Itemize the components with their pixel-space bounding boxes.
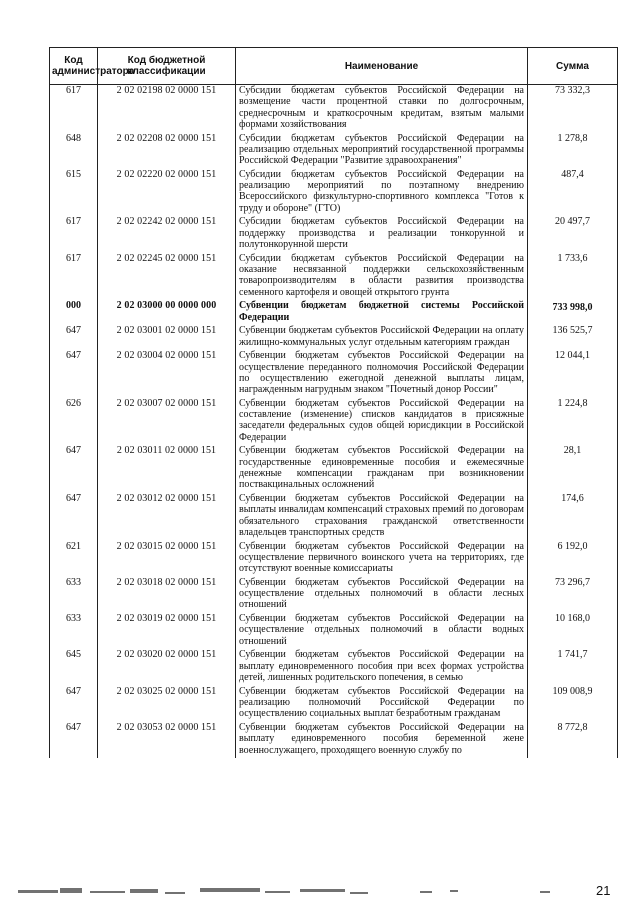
header-sum: Сумма [528, 48, 618, 85]
table-row [50, 577, 618, 613]
admin-code-cell: 647 [50, 325, 98, 350]
name-cell: Субвенции бюджетам субъектов Российской Федерации на осуществление отдельных полномочий в области лесных отношений [236, 577, 528, 613]
page-number: 21 [596, 883, 611, 898]
table-row [50, 169, 618, 217]
name-cell: Субсидии бюджетам субъектов Российской Федерации на реализацию мероприятий по поэтапному внедрению Всероссийского физкультурно-спортивного комплекса "Готов к труду и обороне" (ГТО) [236, 169, 528, 217]
name-cell: Субвенции бюджетам бюджетной системы Российской Федерации [236, 300, 528, 325]
table-row [50, 541, 618, 577]
sum-cell: 73 332,3 [528, 85, 618, 133]
sum-cell: 136 525,7 [528, 325, 618, 350]
name-cell: Субвенции бюджетам субъектов Российской Федерации на осуществление первичного воинского учета на территориях, где отсутствуют военные комиссариаты [236, 541, 528, 577]
budget-code-cell: 2 02 03015 02 0000 151 [98, 541, 236, 577]
name-cell: Субвенции бюджетам субъектов Российской Федерации на оплату жилищно-коммунальных услуг отдельным категориям граждан [236, 325, 528, 350]
admin-code-cell: 647 [50, 445, 98, 493]
admin-code-cell: 645 [50, 649, 98, 685]
table-row [50, 325, 618, 350]
budget-code-cell: 2 02 03025 02 0000 151 [98, 686, 236, 722]
sum-cell: 1 278,8 [528, 133, 618, 169]
sum-cell: 73 296,7 [528, 577, 618, 613]
table-row [50, 686, 618, 722]
budget-code-cell: 2 02 02198 02 0000 151 [98, 85, 236, 133]
name-cell: Субвенции бюджетам субъектов Российской Федерации на государственные единовременные пособия и ежемесячные денежные компенсации гражданам при возникновении поствакцинальных осложнений [236, 445, 528, 493]
table-row [50, 350, 618, 398]
table-header [50, 48, 618, 85]
table-row [50, 253, 618, 301]
admin-code-cell: 000 [50, 300, 98, 325]
sum-cell: 487,4 [528, 169, 618, 217]
sum-cell: 28,1 [528, 445, 618, 493]
header-budget-code: Код бюджетной классификации [98, 48, 236, 85]
budget-code-cell: 2 02 03007 02 0000 151 [98, 398, 236, 446]
sum-cell: 109 008,9 [528, 686, 618, 722]
table-row [50, 649, 618, 685]
admin-code-cell: 647 [50, 722, 98, 758]
name-cell: Субсидии бюджетам субъектов Российской Федерации на возмещение части процентной ставки по долгосрочным, среднесрочным и краткосрочным кредитам, взятым малыми формами хозяйствования [236, 85, 528, 133]
budget-code-cell: 2 02 02242 02 0000 151 [98, 216, 236, 252]
sum-cell: 174,6 [528, 493, 618, 541]
sum-cell: 6 192,0 [528, 541, 618, 577]
name-cell: Субсидии бюджетам субъектов Российской Федерации на оказание несвязанной поддержки сельскохозяйственным товаропроизводителям в области развития производства семенного картофеля и овощей открытого грунта [236, 253, 528, 301]
table-row [50, 216, 618, 252]
admin-code-cell: 617 [50, 216, 98, 252]
budget-code-cell: 2 02 03004 02 0000 151 [98, 350, 236, 398]
admin-code-cell: 647 [50, 686, 98, 722]
budget-code-cell: 2 02 03020 02 0000 151 [98, 649, 236, 685]
sum-cell: 10 168,0 [528, 613, 618, 649]
name-cell: Субвенции бюджетам субъектов Российской Федерации на выплаты инвалидам компенсаций страховых премий по договорам обязательного страхования гражданской ответственности владельцев транспортных средств [236, 493, 528, 541]
table-row [50, 493, 618, 541]
table-row [50, 398, 618, 446]
sum-cell: 12 044,1 [528, 350, 618, 398]
admin-code-cell: 647 [50, 493, 98, 541]
name-cell: Субвенции бюджетам субъектов Российской Федерации на осуществление отдельных полномочий в области водных отношений [236, 613, 528, 649]
table-row [50, 85, 618, 133]
budget-code-cell: 2 02 03019 02 0000 151 [98, 613, 236, 649]
budget-code-cell: 2 02 03018 02 0000 151 [98, 577, 236, 613]
budget-code-cell: 2 02 03001 02 0000 151 [98, 325, 236, 350]
name-cell: Субсидии бюджетам субъектов Российской Федерации на реализацию отдельных мероприятий государственной программы Российской Федерации "Развитие здравоохранения" [236, 133, 528, 169]
name-cell: Субвенции бюджетам субъектов Российской Федерации на выплату единовременного пособия беременной жене военнослужащего, проходящего военную службу по [236, 722, 528, 758]
table-row [50, 722, 618, 758]
admin-code-cell: 626 [50, 398, 98, 446]
admin-code-cell: 648 [50, 133, 98, 169]
sum-cell: 733 998,0 [528, 300, 618, 325]
table-row [50, 445, 618, 493]
table-body [50, 85, 618, 759]
budget-code-cell: 2 02 02220 02 0000 151 [98, 169, 236, 217]
admin-code-cell: 633 [50, 577, 98, 613]
header-admin-code: Код администратора [50, 48, 98, 85]
sum-cell: 1 733,6 [528, 253, 618, 301]
name-cell: Субвенции бюджетам субъектов Российской Федерации на составление (изменение) списков кандидатов в присяжные заседатели федеральных судов общей юрисдикции в Российской Федерации [236, 398, 528, 446]
admin-code-cell: 633 [50, 613, 98, 649]
sum-cell: 1 741,7 [528, 649, 618, 685]
name-cell: Субвенции бюджетам субъектов Российской Федерации на реализацию полномочий Российской Федерации по осуществлению социальных выплат безработным гражданам [236, 686, 528, 722]
admin-code-cell: 647 [50, 350, 98, 398]
sum-cell: 20 497,7 [528, 216, 618, 252]
sum-cell: 1 224,8 [528, 398, 618, 446]
table-row [50, 133, 618, 169]
budget-code-cell: 2 02 03000 00 0000 000 [98, 300, 236, 325]
admin-code-cell: 615 [50, 169, 98, 217]
admin-code-cell: 617 [50, 253, 98, 301]
name-cell: Субвенции бюджетам субъектов Российской Федерации на выплату единовременного пособия при всех формах устройства детей, лишенных родительского попечения, в семью [236, 649, 528, 685]
name-cell: Субсидии бюджетам субъектов Российской Федерации на поддержку производства и реализации тонкорунной и полутонкорунной шерсти [236, 216, 528, 252]
table-row [50, 613, 618, 649]
budget-table [49, 47, 618, 758]
budget-code-cell: 2 02 02245 02 0000 151 [98, 253, 236, 301]
budget-code-cell: 2 02 03012 02 0000 151 [98, 493, 236, 541]
header-name: Наименование [236, 48, 528, 85]
budget-code-cell: 2 02 03053 02 0000 151 [98, 722, 236, 758]
budget-code-cell: 2 02 02208 02 0000 151 [98, 133, 236, 169]
admin-code-cell: 621 [50, 541, 98, 577]
admin-code-cell: 617 [50, 85, 98, 133]
name-cell: Субвенции бюджетам субъектов Российской Федерации на осуществление переданного полномочия Российской Федерации по осуществлению ежегодной денежной выплаты лицам, награжденным нагрудным знаком "Почетный донор России" [236, 350, 528, 398]
scan-noise [0, 880, 640, 905]
table-row [50, 300, 618, 325]
sum-cell: 8 772,8 [528, 722, 618, 758]
budget-code-cell: 2 02 03011 02 0000 151 [98, 445, 236, 493]
